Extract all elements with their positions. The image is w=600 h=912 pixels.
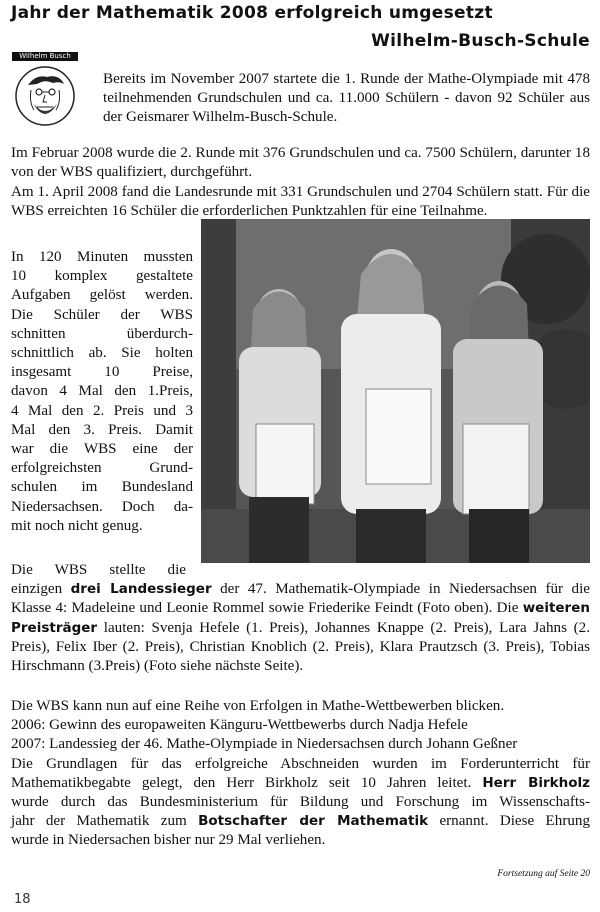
column-line: Die Schüler der WBS: [11, 306, 193, 323]
page-number: 18: [14, 892, 31, 907]
highlight-ambassador: Botschafter der Mathematik: [198, 813, 429, 830]
article-title: Jahr der Mathematik 2008 erfolgreich umgesetzt: [11, 3, 493, 23]
achievements-line: Die WBS kann nun auf eine Reihe von Erfolgen in Mathe-Wettbewerben blicken.: [11, 698, 505, 714]
column-line: erfolgreichsten Grund-: [11, 460, 193, 477]
column-line: Mal den 3. Preis. Damit: [11, 421, 193, 438]
portrait-sketch-icon: [12, 52, 78, 132]
column-line: schnittlich ab. Sie holten: [11, 345, 193, 362]
logo-label: Wilhelm Busch: [12, 52, 78, 61]
wilhelm-busch-logo: [12, 52, 78, 132]
winners-text: lauten: Svenja Hefele (1. Preis), Johannes Knappe (2. Preis), Lara Jahns (2. Preis), Felix Iber (2. Preis), Christian Knoblich (2. Preis), Klara Prautzsch (3. Preis), Tobias Hirschmann (3.Preis) (Foto siehe nächste Seite).: [11, 619, 590, 675]
achievements-line: wurde durch das Bundesministerium für Bildung und Forschung im Wissenschafts-: [11, 794, 590, 811]
column-line: schnitten überdurch-: [11, 325, 193, 342]
winners-text: der 47. Mathematik-Olympiade in Niedersachsen für die Klasse 4: Madeleine und Leonie Rommel sowie Friederike Feindt (Foto oben).: [11, 581, 590, 617]
paragraph-state-round: Am 1. April 2008 fand die Landesrunde mit 331 Grundschulen und 2704 Schülern statt. Für die WBS erreichten 16 Schüler die erforderlichen Punktzahlen für eine Teilnahme.: [11, 184, 590, 220]
column-line: mit noch nicht genug.: [11, 517, 143, 534]
paragraph-achievements: [11, 697, 590, 851]
achievements-line: 2006: Gewinn des europaweiten Känguru-Wettbewerbs durch Nadja Hefele: [11, 717, 468, 734]
winners-text: einzigen: [11, 581, 71, 598]
paragraph-round-two: Im Februar 2008 wurde die 2. Runde mit 376 Grundschulen und ca. 7500 Schülern, darunter 18 von der WBS qualifiziert, durchgeführt.: [11, 145, 590, 181]
column-line: schulen im Bundesland: [11, 479, 193, 496]
school-name: Wilhelm-Busch-Schule: [371, 31, 590, 51]
winners-line-one: Die WBS stellte die: [11, 562, 186, 578]
highlight-state-winners: drei Landessieger: [70, 581, 212, 598]
paragraph-results-column: [11, 248, 193, 536]
achievements-line: wurde in Niedersachen bisher nur 29 Mal verliehen.: [11, 832, 326, 849]
highlight-further-winners: weiteren Preisträger: [11, 600, 590, 636]
achievements-line: 2007: Landessieg der 46. Mathe-Olympiade in Niedersachsen durch Johann Geßner: [11, 736, 518, 753]
achievements-text: ernannt. Diese Ehrung: [428, 813, 590, 830]
column-line: Niedersachsen. Doch da-: [11, 498, 193, 515]
winners-text: Die: [496, 600, 523, 617]
photo-three-girls-with-certificates: [201, 219, 590, 563]
highlight-herr-birkholz: Herr Birkholz: [482, 774, 590, 791]
column-line: In 120 Minuten mussten: [11, 249, 193, 265]
column-line: Aufgaben gelöst werden.: [11, 287, 193, 304]
column-line: war die WBS eine der: [11, 441, 193, 458]
achievements-text: jahr der Mathematik zum: [11, 813, 199, 830]
column-line: 4 Mal den 2. Preis und 3: [11, 402, 193, 419]
column-line: 10 komplex gestaltete: [11, 268, 193, 285]
paragraph-intro: Bereits im November 2007 startete die 1. Runde der Mathe-Olympiade mit 478 teilnehmenden Grundschulen und ca. 11.000 Schülern - davon 92 Schüler aus der Geismarer Wilhelm-Busch-Schule.: [103, 71, 590, 126]
achievements-text: Mathematikbegabte gelegt, den Herr Birkholz seit 10 Jahren leitet.: [11, 774, 483, 791]
achievements-line: Die Grundlagen für das erfolgreiche Abschneiden wurden im Forderunterricht für: [11, 755, 590, 772]
photo-image: [201, 219, 590, 563]
achievements-line: [11, 774, 590, 793]
paragraph-winners: [11, 561, 590, 676]
achievements-line: [11, 812, 590, 831]
column-line: insgesamt 10 Preise,: [11, 364, 193, 381]
column-line: davon 4 Mal den 1.Preis,: [11, 383, 193, 400]
continuation-note: Fortsetzung auf Seite 20: [497, 869, 590, 879]
